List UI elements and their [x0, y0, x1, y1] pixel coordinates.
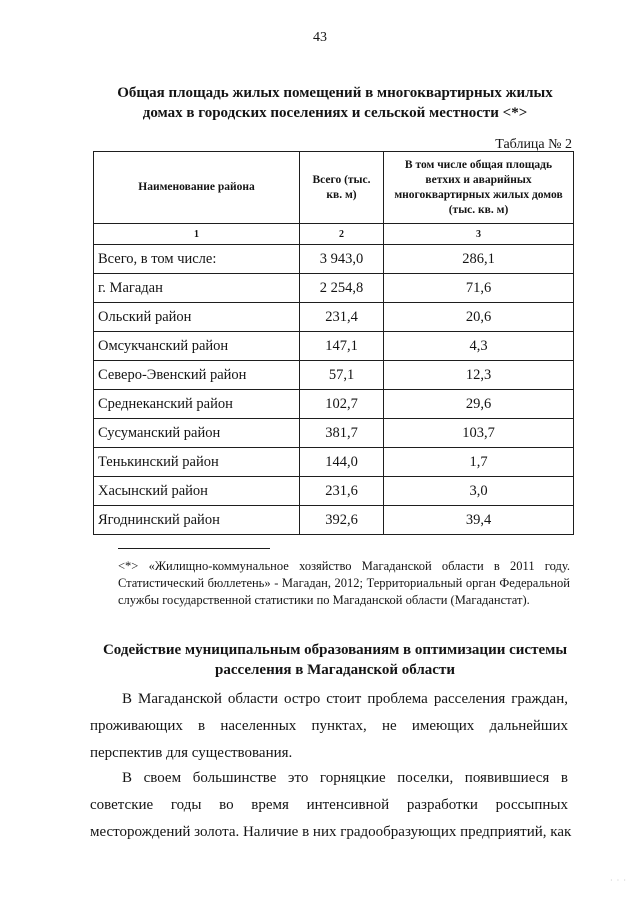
- column-number: 3: [384, 224, 574, 245]
- column-number: 2: [300, 224, 384, 245]
- footnote-line: службы государственной статистики по Магаданской области (Магаданстат).: [118, 593, 530, 607]
- footnote-divider: [118, 548, 270, 549]
- dilapidated-area: 4,3: [384, 332, 574, 361]
- total-area: 381,7: [300, 419, 384, 448]
- dilapidated-area: 39,4: [384, 506, 574, 535]
- total-area: 144,0: [300, 448, 384, 477]
- total-area: 147,1: [300, 332, 384, 361]
- dilapidated-area: 29,6: [384, 390, 574, 419]
- total-area: 392,6: [300, 506, 384, 535]
- table-row: [94, 419, 574, 448]
- table-row: [94, 361, 574, 390]
- footnote: [118, 558, 570, 609]
- header-dilapidated: В том числе общая площадь ветхих и аварийных многоквартирных жилых домов (тыс. кв. м): [384, 152, 574, 224]
- housing-area-table: [93, 151, 574, 535]
- paragraph-line: месторождений золота. Наличие в них градообразующих предприятий, как: [90, 824, 572, 840]
- district-name: Среднеканский район: [94, 390, 300, 419]
- paragraph: [90, 686, 568, 767]
- paragraph: [90, 765, 572, 846]
- total-area: 2 254,8: [300, 274, 384, 303]
- district-name: Тенькинский район: [94, 448, 300, 477]
- table-caption: Таблица № 2: [495, 137, 572, 152]
- table-row: [94, 332, 574, 361]
- paragraph-line: советские годы во время интенсивной разработки россыпных: [90, 797, 568, 813]
- dilapidated-area: 71,6: [384, 274, 574, 303]
- table-row: [94, 506, 574, 535]
- footnote-line: Статистический бюллетень» - Магадан, 2012; Территориальный орган Федеральной: [118, 576, 570, 590]
- column-number: 1: [94, 224, 300, 245]
- district-name: Хасынский район: [94, 477, 300, 506]
- total-area: 102,7: [300, 390, 384, 419]
- dilapidated-area: 103,7: [384, 419, 574, 448]
- table-title: [90, 83, 580, 123]
- table-row: [94, 477, 574, 506]
- column-number-row: [94, 224, 574, 245]
- dilapidated-area: 3,0: [384, 477, 574, 506]
- district-name: Северо-Эвенский район: [94, 361, 300, 390]
- header-district-name: Наименование района: [94, 152, 300, 224]
- district-name: Сусуманский район: [94, 419, 300, 448]
- total-area: 231,4: [300, 303, 384, 332]
- paragraph-line: В Магаданской области остро стоит проблема расселения граждан,: [122, 691, 568, 707]
- district-name: Омсукчанский район: [94, 332, 300, 361]
- footnote-line: <*> «Жилищно-коммунальное хозяйство Магаданской области в 2011 году.: [118, 559, 570, 573]
- paragraph-line: перспектив для существования.: [90, 745, 293, 761]
- district-name: г. Магадан: [94, 274, 300, 303]
- table-title-line: домах в городских поселениях и сельской местности <*>: [142, 105, 528, 121]
- section-heading-line: расселения в Магаданской области: [215, 662, 455, 678]
- table-title-line: Общая площадь жилых помещений в многоквартирных жилых: [117, 85, 553, 101]
- table-header-row: [94, 152, 574, 224]
- district-name: Ягоднинский район: [94, 506, 300, 535]
- total-area: 3 943,0: [300, 245, 384, 274]
- paragraph-line: проживающих в населенных пунктах, не имеющих дальнейших: [90, 718, 568, 734]
- scan-edge-mark: · · ·: [610, 876, 627, 885]
- dilapidated-area: 12,3: [384, 361, 574, 390]
- dilapidated-area: 1,7: [384, 448, 574, 477]
- page-number: 43: [313, 30, 327, 45]
- table-row: [94, 303, 574, 332]
- table-row: [94, 245, 574, 274]
- district-name: Всего, в том числе:: [94, 245, 300, 274]
- header-total: Всего (тыс. кв. м): [300, 152, 384, 224]
- section-heading-line: Содействие муниципальным образованиям в оптимизации системы: [102, 642, 568, 658]
- dilapidated-area: 286,1: [384, 245, 574, 274]
- table-row: [94, 390, 574, 419]
- table-row: [94, 448, 574, 477]
- total-area: 231,6: [300, 477, 384, 506]
- section-heading: [90, 640, 580, 680]
- total-area: 57,1: [300, 361, 384, 390]
- dilapidated-area: 20,6: [384, 303, 574, 332]
- paragraph-line: В своем большинстве это горняцкие поселки, появившиеся в: [122, 770, 568, 786]
- district-name: Ольский район: [94, 303, 300, 332]
- table-row: [94, 274, 574, 303]
